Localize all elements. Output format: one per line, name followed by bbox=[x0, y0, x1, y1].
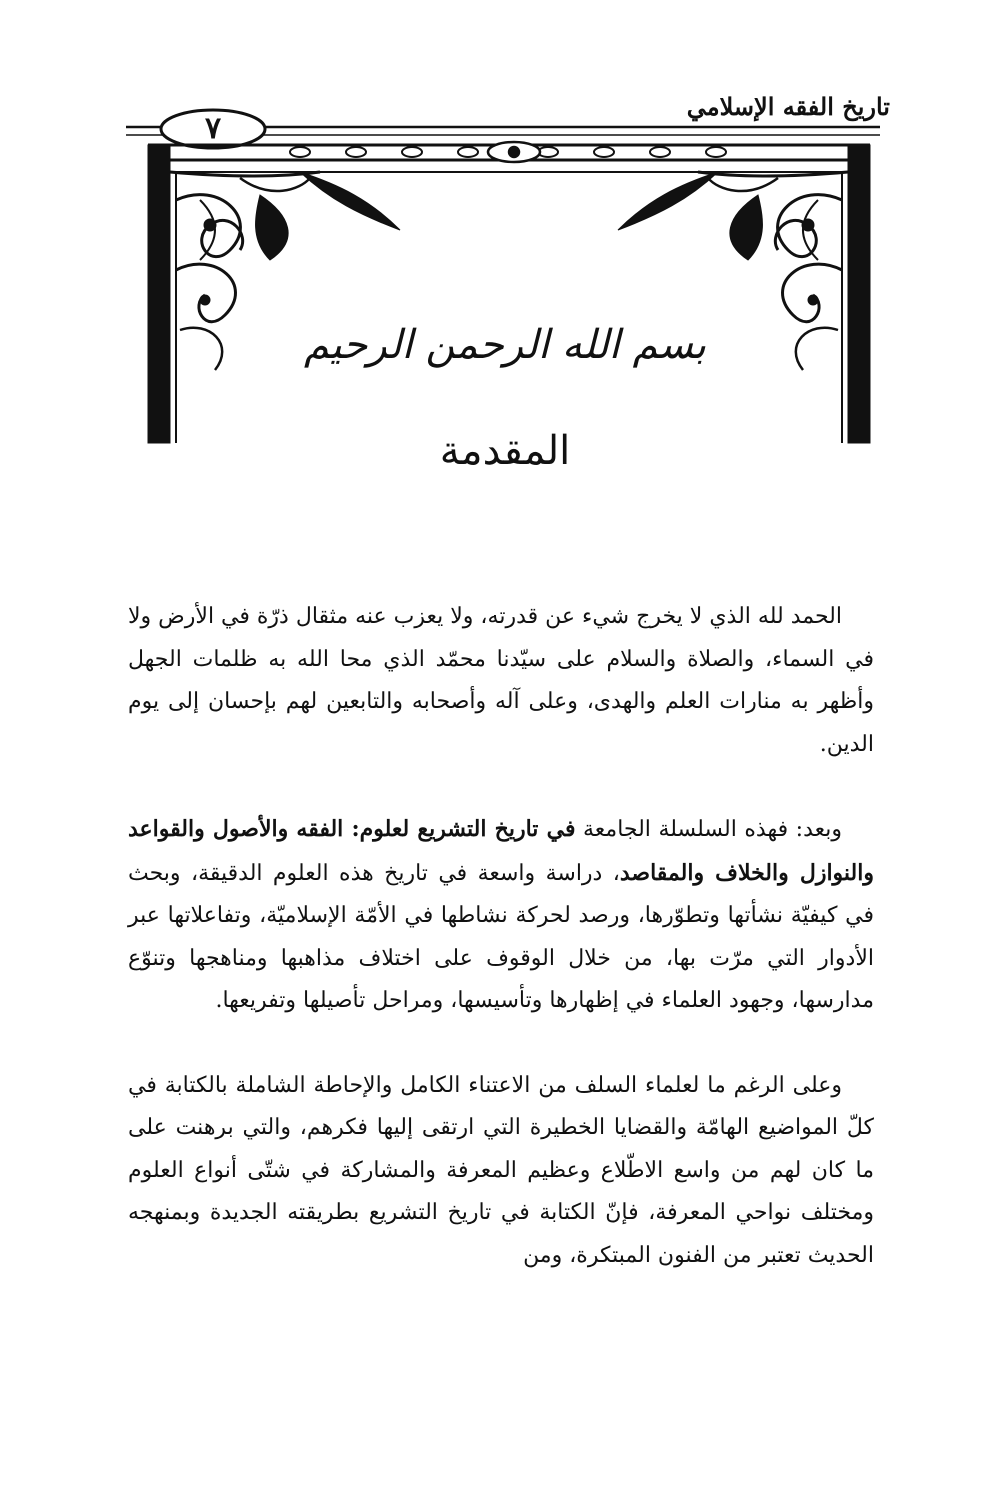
paragraph-2 bbox=[128, 808, 874, 1023]
running-header-title: تاريخ الفقه الإسلامي bbox=[686, 92, 890, 121]
right-corner-ornament bbox=[618, 145, 870, 443]
paragraph-2-bold-sciences: في تاريخ التشريع لعلوم: الفقه والأصول والقواعد والنوازل والخلاف والمقاصد bbox=[128, 816, 874, 886]
paragraph-2-rest: ، دراسة واسعة في تاريخ هذه العلوم الدقيقة، وبحث في كيفيّة نشأتها وتطوّرها، ورصد لحركة نشاطها في الأمّة الإسلاميّة، وتفاعلاتها عبر الأدوار التي مرّت بها، من خلال الوقوف على اختلاف مذاهبها ومناهجها وتنوّع مدارسها، وجهود العلماء في إظهارها وتأسيسها، ومراحل تأصيلها وتفريعها. bbox=[128, 860, 874, 1013]
arch-center-ornament bbox=[488, 142, 540, 162]
basmala: بسم الله الرحمن الرحيم bbox=[303, 322, 707, 368]
section-title: المقدمة bbox=[439, 428, 571, 474]
paragraph-2-lead: وبعد: فهذه السلسلة الجامعة bbox=[575, 817, 842, 842]
left-corner-ornament bbox=[148, 145, 400, 443]
ornamental-frame bbox=[0, 0, 1008, 470]
body-text bbox=[128, 596, 874, 1319]
page-number: ٧ bbox=[204, 111, 222, 146]
paragraph-1: الحمد لله الذي لا يخرج شيء عن قدرته، ولا يعزب عنه مثقال ذرّة في الأرض ولا في السماء، والصلاة والسلام على سيّدنا محمّد الذي محا الله به ظلمات الجهل وأظهر به منارات العلم والهدى، وعلى آله وأصحابه والتابعين لهم بإحسان إلى يوم الدين. bbox=[128, 604, 874, 757]
paragraph-3: وعلى الرغم ما لعلماء السلف من الاعتناء الكامل والإحاطة الشاملة بالكتابة في كلّ المواضيع الهامّة والقضايا الخطيرة التي ارتقى إليها فكرهم، والتي برهنت على ما كان لهم من واسع الاطّلاع وعظيم المعرفة والمشاركة في شتّى أنواع العلوم ومختلف نواحي المعرفة، فإنّ الكتابة في تاريخ التشريع بطريقته الجديدة وبمنهجه الحديث تعتبر من الفنون المبتكرة، ومن bbox=[128, 1072, 874, 1268]
